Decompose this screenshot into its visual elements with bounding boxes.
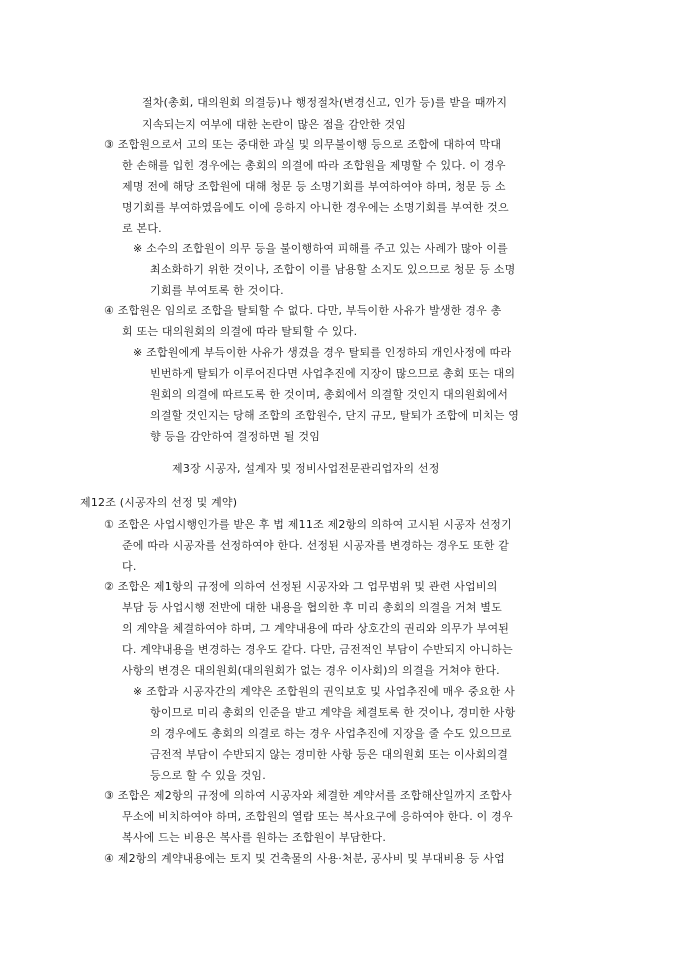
text-line: 원회의 의결에 따르도록 한 것이며, 총회에서 의결할 것인지 대의원회에서 [150, 388, 509, 401]
text-line: 다. 계약내용을 변경하는 경우도 같다. 다만, 금전적인 부담이 수반되지 아니하는 [122, 643, 513, 656]
text-line: 빈번하게 탈퇴가 이루어진다면 사업추진에 지장이 많으므로 총회 또는 대의 [150, 367, 516, 380]
text-line: 복사에 드는 비용은 복사를 원하는 조합원이 부담한다. [122, 831, 387, 844]
text-line: 의 경우에도 총회의 의결로 하는 경우 사업추진에 지장을 줄 수도 있으므로 [150, 727, 512, 740]
text-line: 명기회를 부여하였음에도 이에 응하지 아니한 경우에는 소명기회를 부여한 것으 [122, 201, 509, 214]
text-line: 다. [122, 560, 137, 573]
text-line: 한 손해를 입힌 경우에는 총회의 의결에 따라 조합원을 제명할 수 있다. 이 경우 [122, 159, 506, 172]
paragraph-4-start: ④ 조합원은 임의로 조합을 탈퇴할 수 없다. 다만, 부득이한 사유가 발생한 경우 총 [104, 304, 502, 317]
text-line: 향 등을 감안하여 결정하면 될 것임 [150, 430, 321, 443]
note-start: ※ 소수의 조합원이 의무 등을 불이행하여 피해를 주고 있는 사례가 많아 이를 [133, 242, 508, 255]
text-line: 기회를 부여토록 한 것이다. [150, 284, 284, 297]
paragraph-4-start: ④ 제2항의 계약내용에는 토지 및 건축물의 사용·처분, 공사비 및 부대비용 등 사업 [104, 852, 505, 865]
text-line: 최소화하기 위한 것이나, 조합이 이를 남용할 소지도 있으므로 청문 등 소명 [150, 263, 516, 276]
chapter-heading: 제3장 시공자, 설계자 및 정비사업전문관리업자의 선정 [172, 462, 440, 475]
note-start: ※ 조합원에게 부득이한 사유가 생겼을 경우 탈퇴를 인정하되 개인사정에 따라 [133, 346, 512, 359]
text-line: 지속되는지 여부에 대한 논란이 많은 점을 감안한 것임 [142, 118, 407, 131]
text-line: 의 계약을 체결하여야 하며, 그 계약내용에 따라 상호간의 권리와 의무가 부여된 [122, 622, 510, 635]
text-line: 금전적 부담이 수반되지 않는 경미한 사항 등은 대의원회 또는 이사회의결 [150, 748, 509, 761]
text-line: 무소에 비치하여야 하며, 조합원의 열람 또는 복사요구에 응하여야 한다. 이 경우 [122, 810, 513, 823]
paragraph-3-start: ③ 조합원으로서 고의 또는 중대한 과실 및 의무불이행 등으로 조합에 대하여 막대 [104, 138, 502, 151]
text-line: 사항의 변경은 대의원회(대의원회가 없는 경우 이사회)의 의결을 거쳐야 한다. [122, 664, 500, 677]
paragraph-1-start: ① 조합은 사업시행인가를 받은 후 법 제11조 제2항의 의하여 고시된 시공자 선정기 [104, 518, 512, 531]
text-line: 절차(총회, 대의원회 의결등)나 행정절차(변경신고, 인가 등)를 받을 때까지 [142, 96, 508, 109]
note-start: ※ 조합과 시공자간의 계약은 조합원의 권익보호 및 사업추진에 매우 중요한 사 [133, 685, 515, 698]
text-line: 항이므로 미리 총회의 인준을 받고 계약을 체결토록 한 것이나, 경미한 사항 [150, 706, 516, 719]
text-line: 의결할 것인지는 당해 조합의 조합원수, 단지 규모, 탈퇴가 조합에 미치는 영 [150, 409, 520, 422]
paragraph-3-start: ③ 조합은 제2항의 규정에 의하여 시공자와 체결한 계약서를 조합해산일까지 조합사 [104, 789, 512, 802]
text-line: 회 또는 대의원회의 의결에 따라 탈퇴할 수 있다. [122, 325, 358, 338]
text-line: 등으로 할 수 있을 것임. [150, 769, 266, 782]
text-line: 로 본다. [122, 222, 162, 235]
text-line: 준에 따라 시공자를 선정하여야 한다. 선정된 시공자를 변경하는 경우도 또한 같 [122, 539, 510, 552]
article-heading: 제12조 (시공자의 선정 및 계약) [80, 496, 238, 509]
text-line: 부담 등 사업시행 전반에 대한 내용을 협의한 후 미리 총회의 의결을 거쳐 별도 [122, 601, 502, 614]
text-line: 제명 전에 해당 조합원에 대해 청문 등 소명기회를 부여하여야 하며, 청문 등 소 [122, 180, 506, 193]
paragraph-2-start: ② 조합은 제1항의 규정에 의하여 선정된 시공자와 그 업무범위 및 관련 사업비의 [104, 580, 498, 593]
